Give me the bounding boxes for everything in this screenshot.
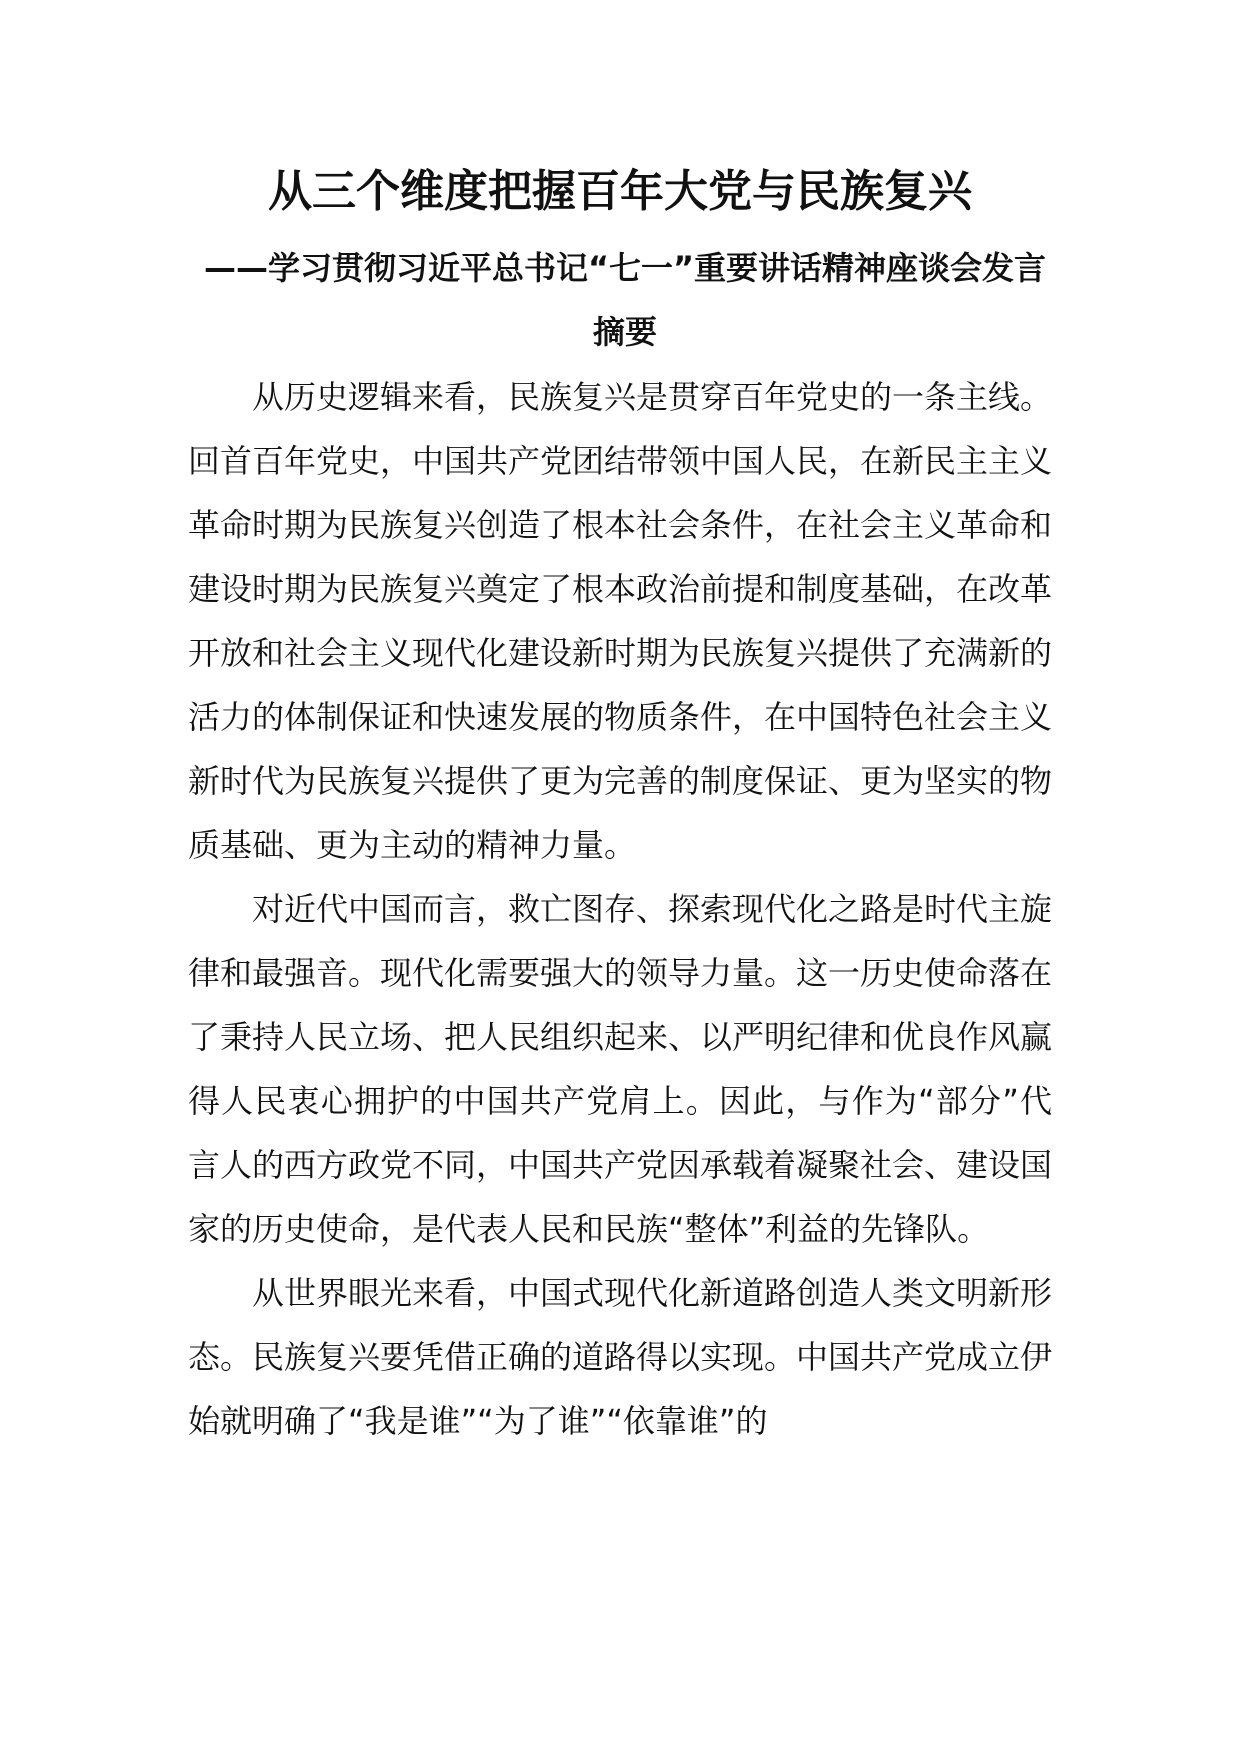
body-paragraph: 对近代中国而言，救亡图存、探索现代化之路是时代主旋律和最强音。现代化需要强大的领导力量。这一历史使命落在了秉持人民立场、把人民组织起来、以严明纪律和优良作风赢得人民衷心拥护的中国共产党肩上。因此，与作为“部分”代言人的西方政党不同，中国共产党因承载着凝聚社会、建设国家的历史使命，是代表人民和民族“整体”利益的先锋队。 bbox=[188, 890, 1053, 1248]
document-title: 从三个维度把握百年大党与民族复兴 bbox=[268, 166, 972, 217]
document-body bbox=[188, 365, 1052, 1453]
body-paragraph: 从世界眼光来看，中国式现代化新道路创造人类文明新形态。民族复兴要凭借正确的道路得以实现。中国共产党成立伊始就明确了“我是谁”“为了谁”“依靠谁”的 bbox=[188, 1274, 1053, 1440]
document-subtitle: ——学习贯彻习近平总书记“七一”重要讲话精神座谈会发言摘要 bbox=[203, 249, 1047, 351]
body-paragraph: 从历史逻辑来看，民族复兴是贯穿百年党史的一条主线。回首百年党史，中国共产党团结带领中国人民，在新民主主义革命时期为民族复兴创造了根本社会条件，在社会主义革命和建设时期为民族复兴奠定了根本政治前提和制度基础，在改革开放和社会主义现代化建设新时期为民族复兴提供了充满新的活力的体制保证和快速发展的物质条件，在中国特色社会主义新时代为民族复兴提供了更为完善的制度保证、更为坚实的物质基础、更为主动的精神力量。 bbox=[188, 378, 1053, 864]
